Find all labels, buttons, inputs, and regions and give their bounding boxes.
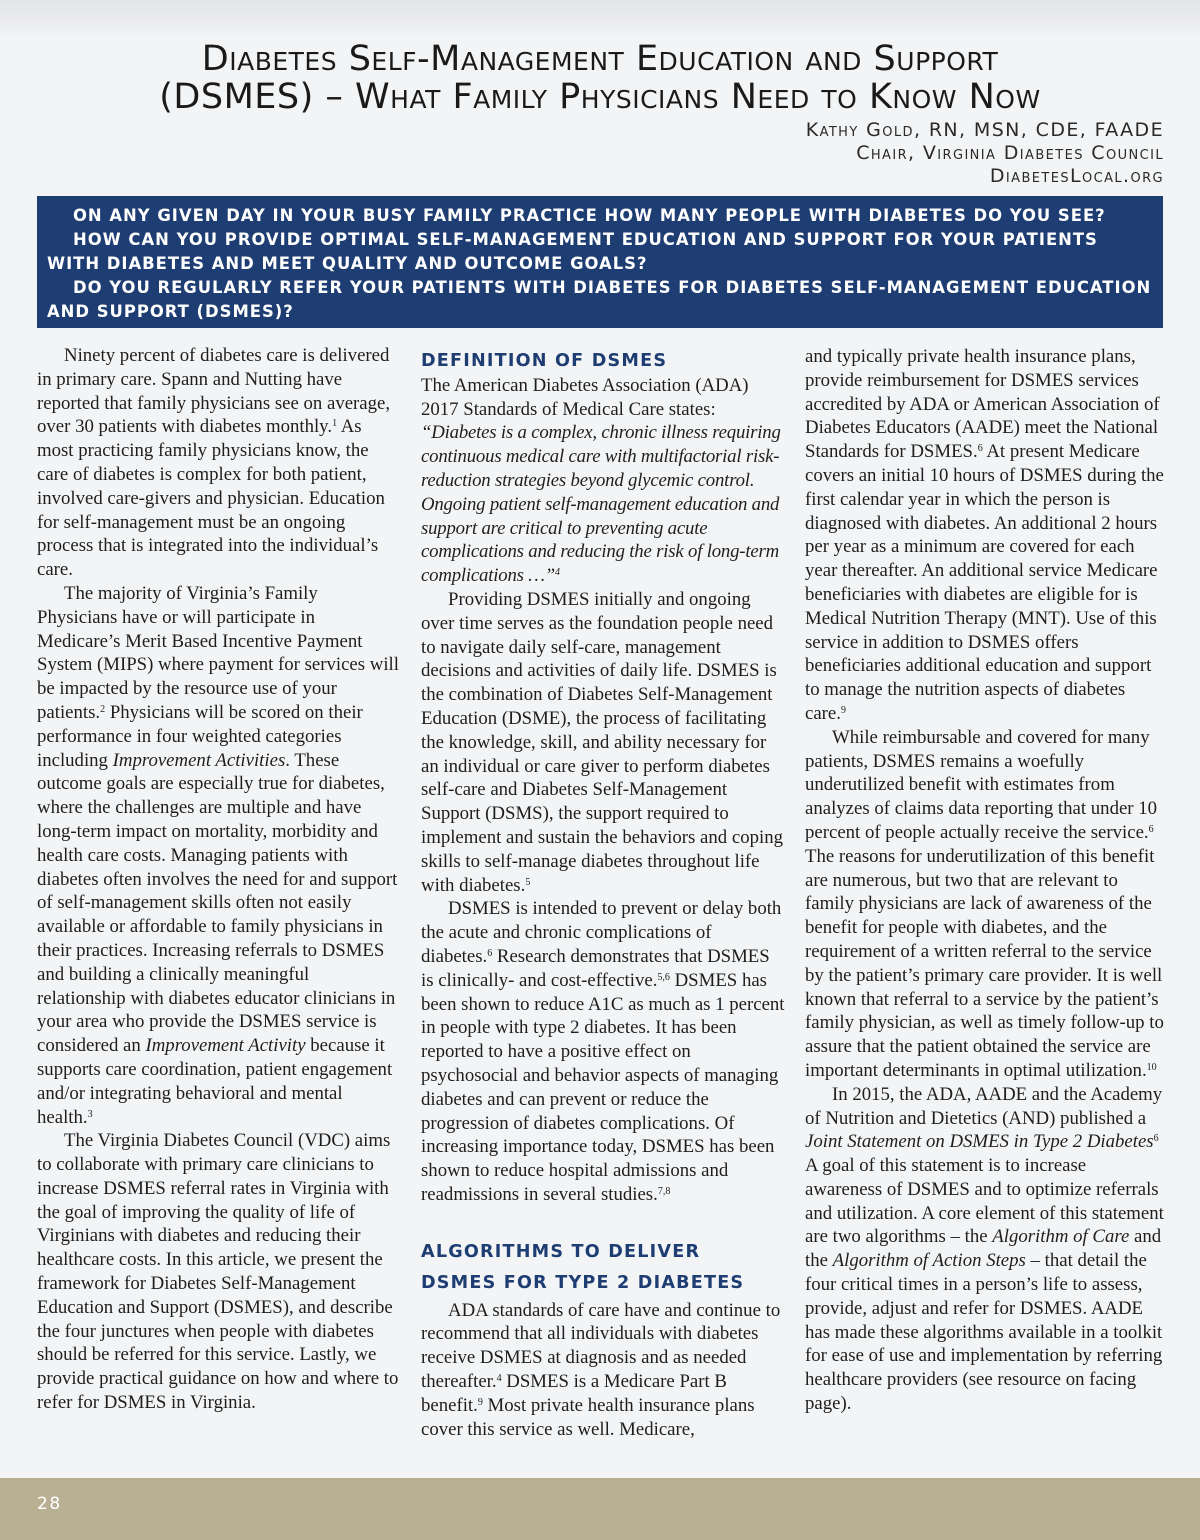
emphasis: Improvement Activities [112, 749, 286, 771]
text-span: . These outcome goals are especially true for diabetes, where the challenges are multiple and have long-term impact on mortality, morbidity and health care costs. Managing patients with diabetes often involves the need for and support of self-management skills often not easily available or affordable to family physicians in their practices. Increasing referrals to DSMES and building a clinically meaningful relationship with diabetes educator clinicians in your area who provide the DSMES service is considered an [37, 749, 398, 1057]
footnote-ref: 4 [555, 567, 560, 579]
section-heading-algorithms [421, 1237, 785, 1299]
callout-question-2: HOW CAN YOU PROVIDE OPTIMAL SELF-MANAGEMENT EDUCATION AND SUPPORT FOR YOUR PATIENTS WITH DIABETES AND MEET QUALITY AND OUTCOME GOALS? [47, 230, 1098, 273]
paragraph [37, 344, 399, 582]
paragraph [805, 1083, 1167, 1416]
block-quote [421, 421, 785, 588]
footnote-ref: 9 [840, 704, 846, 716]
footnote-ref: 10 [1146, 1061, 1157, 1073]
author-role: Chair, Virginia Diabetes Council [856, 142, 1164, 164]
footnote-ref: 1 [332, 418, 338, 430]
text-span: While reimbursable and covered for many patients, DSMES remains a woefully underutilized benefit with estimates from analyzes of claims data reporting that under 10 percent of people actually receive the service. [805, 726, 1158, 843]
page-number: 28 [37, 1494, 62, 1514]
paragraph: The Virginia Diabetes Council (VDC) aims to collaborate with primary care clinicians to increase DSMES referral rates in Virginia with the goal of improving the quality of life of Virginians with diabetes and reducing their healthcare costs. In this article, we present the framework for Diabetes Self-Management Education and Support (DSMES), and describe the four junctures when people with diabetes should be referred for this service. Lastly, we provide practical guidance on how and where to refer for DSMES in Virginia. [37, 1130, 399, 1414]
author-name: Kathy Gold, RN, MSN, CDE, FAADE [805, 119, 1164, 141]
footnote-ref: 4 [496, 1373, 502, 1385]
emphasis: Improvement Activity [145, 1035, 306, 1057]
footnote-ref: 3 [87, 1108, 93, 1120]
paragraph [37, 582, 399, 1129]
text-span: “Diabetes is a complex, chronic illness requiring continuous medical care with multifactorial risk-reduction strategies beyond glycemic control. Ongoing patient self-management education and support are critical to preventing acute complications and reducing the risk of long-term complications …” [421, 422, 781, 587]
paragraph [421, 897, 785, 1206]
emphasis: Joint Statement on DSMES in Type 2 Diabetes [805, 1131, 1154, 1153]
text-span: Most private health insurance plans cover this service as well. Medicare, [421, 1394, 755, 1440]
callout-question-1: ON ANY GIVEN DAY IN YOUR BUSY FAMILY PRACTICE HOW MANY PEOPLE WITH DIABETES DO YOU SEE? [73, 206, 1106, 225]
text-span: and typically private health insurance plans, provide reimbursement for DSMES services accredited by ADA or American Association of Diabetes Educators (AADE) meet the National Standards for DSMES. [805, 346, 1160, 463]
top-band [0, 0, 1200, 36]
footer-band [0, 1478, 1200, 1540]
text-span: because it supports care coordination, patient engagement and/or integrating behavioral and mental health. [37, 1035, 393, 1128]
text-span: In 2015, the ADA, AADE and the Academy of Nutrition and Dietetics (AND) published a [805, 1083, 1163, 1129]
text-span: – that detail the four critical times in a person’s life to assess, provide, adjust and refer for DSMES. AADE has made these algorithms available in a toolkit for ease of use and implementation by referring healthcare providers (see resource on facing page). [805, 1250, 1163, 1415]
text-span: Providing DSMES initially and ongoing over time serves as the foundation people need to navigate daily self-care, management decisions and activities of daily life. DSMES is the combination of Diabetes Self-Management Education (DSME), the process of facilitating the knowledge, skill, and ability necessary for an individual or care giver to perform diabetes self-care and Diabetes Self-Management Support (DSMS), the support required to implement and sustain the behaviors and coping skills to self-manage diabetes throughout life with diabetes. [421, 588, 783, 896]
column-3 [805, 345, 1167, 1416]
text-span: DSMES is intended to prevent or delay both the acute and chronic complications of diabetes. [421, 898, 782, 967]
paragraph [805, 726, 1167, 1083]
paragraph [805, 345, 1167, 726]
article-title [0, 40, 1200, 116]
column-1 [37, 344, 399, 1415]
text-span: DSMES is a Medicare Part B benefit. [421, 1371, 727, 1416]
footnote-ref: 2 [100, 703, 106, 715]
text-span: The majority of Virginia’s Family Physicians have or will participate in Medicare’s Merit Based Incentive Payment System (MIPS) where payment for services will be impacted by the resource use of your patients. [37, 582, 399, 723]
text-span: and the [805, 1226, 1162, 1272]
emphasis: Algorithm of Action Steps [832, 1250, 1026, 1272]
paragraph [421, 588, 785, 897]
heading-line: ALGORITHMS TO DELIVER [421, 1241, 701, 1262]
text-span: A goal of this statement is to increase awareness of DSMES and to optimize referrals and utilization. A core element of this statement are two algorithms – the [805, 1155, 1164, 1248]
title-line-1: Diabetes Self-Management Education and Support [201, 39, 999, 79]
column-2 [421, 344, 785, 1441]
text-span: At present Medicare covers an initial 10 hours of DSMES during the first calendar year in which the person is diagnosed with diabetes. An additional 2 hours per year as a minimum are covered for each year thereafter. An additional service Medicare beneficiaries with diabetes are eligible for is Medical Nutrition Therapy (MNT). Use of this service in addition to DSMES offers beneficiaries additional education and support to manage the nutrition aspects of diabetes care. [805, 441, 1164, 724]
section-heading-definition: DEFINITION OF DSMES [421, 351, 668, 371]
footnote-ref: 6 [1148, 823, 1154, 835]
text-span: Research demonstrates that DSMES is clinically- and cost-effective. [421, 945, 770, 991]
footnote-ref: 5,6 [657, 971, 670, 983]
footnote-ref: 9 [477, 1396, 483, 1408]
heading-line: DSMES FOR TYPE 2 DIABETES [421, 1272, 745, 1293]
text-span: DSMES has been shown to reduce A1C as much as 1 percent in people with type 2 diabetes. It has been reported to have a positive effect on psychosocial and behavior aspects of managing diabetes and can prevent or reduce the progression of diabetes complications. Of increasing importance today, DSMES has been shown to reduce hospital admissions and readmissions in several studies. [421, 969, 785, 1205]
emphasis: Algorithm of Care [992, 1226, 1130, 1248]
paragraph [421, 1299, 785, 1442]
footnote-ref: 5 [525, 876, 531, 888]
text-span: Physicians will be scored on their performance in four weighted categories including [37, 701, 363, 771]
author-website: DiabetesLocal.org [989, 165, 1164, 187]
text-span: ADA standards of care have and continue to recommend that all individuals with diabetes receive DSMES at diagnosis and as needed thereafter. [421, 1299, 781, 1393]
footnote-ref: 6 [487, 947, 493, 959]
byline [806, 119, 1164, 188]
callout-box [37, 196, 1163, 328]
text-span: The reasons for underutilization of this benefit are numerous, but two that are relevant to family physicians are lack of awareness of the benefit for people with diabetes, and the requirement of a written referral to the service by the patient’s primary care provider. It is well known that referral to a service by the patient’s family physician, as well as timely follow-up to assure that the patient obtained the service are important determinants in optimal utilization. [805, 845, 1164, 1081]
callout-question-3: DO YOU REGULARLY REFER YOUR PATIENTS WITH DIABETES FOR DIABETES SELF-MANAGEMENT EDUCATION AND SUPPORT (DSMES)? [47, 278, 1152, 321]
footnote-ref: 6 [1153, 1133, 1159, 1145]
footnote-ref: 6 [977, 443, 983, 455]
text-span: Ninety percent of diabetes care is delivered in primary care. Spann and Nutting have reported that family physicians see on average, over 30 patients with diabetes monthly. [37, 345, 391, 438]
text-span: As most practicing family physicians know, the care of diabetes is complex for both patient, involved care-givers and physician. Education for self-management must be an ongoing process that is integrated into the individual’s care. [37, 416, 385, 581]
paragraph: The American Diabetes Association (ADA) 2017 Standards of Medical Care states: [421, 374, 749, 420]
title-line-2: (DSMES) – What Family Physicians Need to Know Now [159, 77, 1041, 117]
footnote-ref: 7,8 [657, 1185, 671, 1197]
